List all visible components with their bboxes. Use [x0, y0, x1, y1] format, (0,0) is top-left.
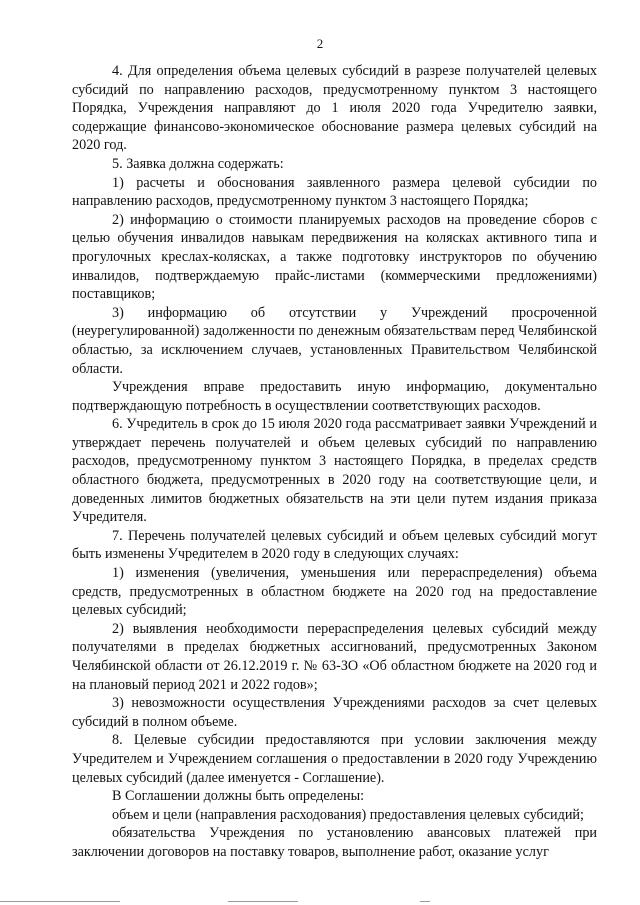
paragraph-6: 6. Учредитель в срок до 15 июля 2020 года рассматривает заявки Учреждений и утверждает перечень получателей и объем целевых субсидий по направлению расходов, предусмотренному пунктом 3 настоящего Порядка, в пределах средств областного бюджета, предусмотренных в 2020 году на соответствующие цели, и доведенных лимитов бюджетных обязательств на эти цели путем издания приказа Учредителя. [72, 416, 597, 526]
paragraph-agreement-heading: В Соглашении должны быть определены: [112, 788, 365, 805]
paragraph-agreement-item-2: обязательства Учреждения по установлению авансовых платежей при заключении договоров на поставку товаров, выполнение работ, оказание услуг [72, 825, 597, 860]
paragraph-4-intro: 4. Для определения объема целевых субсидий в разрезе получателей целевых субсидий по направлению расходов, предусмотренному пунктом 3 настоящего Порядка, Учреждения направляют до 1 июля 2020 года Учредителю заявки, содержащие финансово-экономическое обоснование размера целевых субсидий на 2020 год. [72, 63, 597, 154]
scan-bottom-edge [0, 899, 640, 905]
paragraph-7-heading: 7. Перечень получателей целевых субсидий и объем целевых субсидий могут быть изменены Учредителем в 2020 году в следующих случаях: [72, 527, 597, 563]
paragraph-7-item-2: 2) выявления необходимости перераспределения целевых субсидий между получателями в пределах бюджетных ассигнований, предусмотренных Законом Челябинской области от 26.12.2019 г. № 63-ЗО «Об областном бюджете на 2020 год и на плановый период 2021 и 2022 годов»; [72, 620, 597, 693]
paragraph-agreement-item-1: объем и цели (направления расходования) предоставления целевых субсидий; [112, 806, 584, 823]
paragraph-5-item-1: 1) расчеты и обоснования заявленного размера целевой субсидии по направлению расходов, предусмотренному пунктом 3 настоящего Порядка; [72, 174, 597, 210]
paragraph-5-item-2: 2) информацию о стоимости планируемых расходов на проведение сборов с целью обучения инвалидов навыкам передвижения на колясках активного типа и прогулочных креслах-колясках, а также подготовку инструкторов по обучению инвалидов, подтверждаемую прайс-листами (коммерческими предложениями) поставщиков; [72, 211, 597, 303]
paragraph-additional-info: Учреждения вправе предоставить иную информацию, документально подтверждающую потребность в осуществлении соответствующих расходов. [72, 379, 597, 414]
page-number: 2 [316, 36, 324, 51]
paragraph-5-item-3: 3) информацию об отсутствии у Учреждений просроченной (неурегулированной) задолженности по денежным обязательствам перед Челябинской областью, за исключением случаев, установленных Правительством Челябинской области. [72, 304, 597, 377]
document-body [72, 62, 597, 862]
paragraph-7-item-3: 3) невозможности осуществления Учреждениями расходов за счет целевых субсидий в полном объеме. [72, 695, 597, 730]
paragraph-7-item-1: 1) изменения (увеличения, уменьшения или перераспределения) объема средств, предусмотренных в областном бюджете на 2020 год на предоставление целевых субсидий; [72, 565, 597, 619]
paragraph-5-heading: 5. Заявка должна содержать: [112, 155, 284, 172]
paragraph-8: 8. Целевые субсидии предоставляются при условии заключения между Учредителем и Учреждением соглашения о предоставлении в 2020 году Учреждению целевых субсидий (далее именуется - Соглашение). [72, 732, 597, 786]
